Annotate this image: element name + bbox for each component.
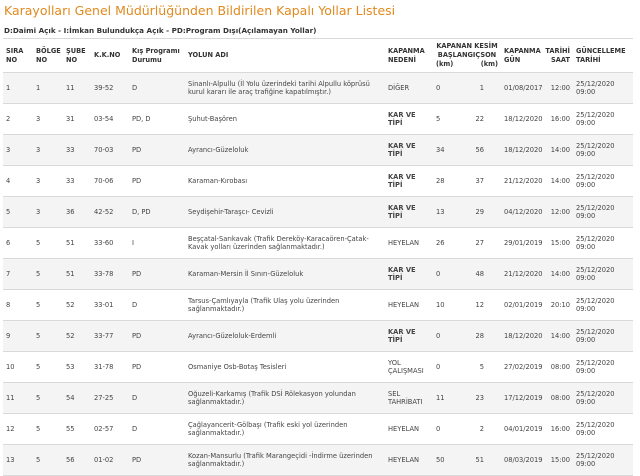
cell-kapanma-tarihi (501, 352, 573, 383)
cell-kapanma-tarihi (501, 290, 573, 321)
cell-yolun-adi: Ayrancı-Güzeloluk (185, 135, 385, 166)
cell-saat: 14:00 (550, 331, 570, 340)
cell-saat: 20:10 (550, 300, 570, 309)
cell-guncelleme: 25/12/2020 09:00 (573, 197, 633, 228)
cell-saat: 15:00 (550, 455, 570, 464)
cell-sube: 53 (63, 352, 91, 383)
cell-kapanma-nedeni: HEYELAN (385, 228, 433, 259)
cell-kis-programi: PD (129, 135, 185, 166)
cell-sira: 11 (3, 383, 33, 414)
cell-yolun-adi: Tarsus-Çamlıyayla (Trafik Ulaş yolu üzerinden sağlanmaktadır.) (185, 290, 385, 321)
header-sube: ŞUBE NO (63, 39, 91, 73)
cell-sube: 33 (63, 166, 91, 197)
cell-bolge: 5 (33, 321, 63, 352)
cell-sira: 6 (3, 228, 33, 259)
header-gun: GÜN (504, 55, 521, 64)
cell-kapanma-nedeni: KAR VE TİPİ (385, 135, 433, 166)
table-row (3, 259, 633, 290)
closed-roads-table (3, 38, 633, 476)
cell-bolge: 3 (33, 166, 63, 197)
cell-guncelleme: 25/12/2020 09:00 (573, 73, 633, 104)
cell-km-end: 48 (475, 269, 484, 278)
cell-kapanma-nedeni: HEYELAN (385, 290, 433, 321)
header-tarih-top-right: TARİHİ (545, 46, 570, 55)
cell-gun: 29/01/2019 (504, 238, 543, 247)
cell-guncelleme: 25/12/2020 09:00 (573, 166, 633, 197)
header-kesim-top: KAPANAN KESİM BAŞLANGIÇSON (436, 42, 498, 59)
cell-saat: 16:00 (550, 114, 570, 123)
cell-saat: 16:00 (550, 424, 570, 433)
cell-kapanan-kesim (433, 166, 501, 197)
cell-sira: 9 (3, 321, 33, 352)
table-row (3, 228, 633, 259)
cell-kapanma-nedeni: KAR VE TİPİ (385, 104, 433, 135)
header-bolge: BÖLGE NO (33, 39, 63, 73)
cell-km-start: 0 (436, 83, 441, 92)
cell-km-end: 29 (475, 207, 484, 216)
cell-guncelleme: 25/12/2020 09:00 (573, 259, 633, 290)
cell-bolge: 3 (33, 197, 63, 228)
cell-bolge: 5 (33, 290, 63, 321)
cell-kapanan-kesim (433, 73, 501, 104)
cell-yolun-adi: Oğuzeli-Karkamış (Trafik DSİ Rölekasyon yolundan sağlanmaktadır.) (185, 383, 385, 414)
cell-gun: 21/12/2020 (504, 269, 543, 278)
cell-gun: 18/12/2020 (504, 145, 543, 154)
cell-kapanma-nedeni: KAR VE TİPİ (385, 321, 433, 352)
cell-sira: 8 (3, 290, 33, 321)
cell-kapanma-tarihi (501, 445, 573, 476)
cell-kkno: 01-02 (91, 445, 129, 476)
cell-kis-programi: PD (129, 259, 185, 290)
cell-sira: 10 (3, 352, 33, 383)
cell-sira: 7 (3, 259, 33, 290)
cell-guncelleme: 25/12/2020 09:00 (573, 445, 633, 476)
cell-kis-programi: D (129, 383, 185, 414)
legend-text: D:Daimi Açık - I:İmkan Bulundukça Açık - PD:Program Dışı(Açılamayan Yollar) (4, 26, 317, 35)
cell-km-end: 28 (475, 331, 484, 340)
cell-kapanma-nedeni: HEYELAN (385, 414, 433, 445)
cell-gun: 01/08/2017 (504, 83, 543, 92)
cell-yolun-adi: Sinanlı-Alpullu (İl Yolu üzerindeki tarihi Alpullu köprüsü kurul kararı ile araç trafiğine kapatılmıştır.) (185, 73, 385, 104)
table-row (3, 290, 633, 321)
cell-kapanan-kesim (433, 197, 501, 228)
cell-bolge: 5 (33, 228, 63, 259)
cell-bolge: 5 (33, 383, 63, 414)
cell-saat: 14:00 (550, 269, 570, 278)
cell-kis-programi: PD, D (129, 104, 185, 135)
cell-kkno: 70-06 (91, 166, 129, 197)
cell-yolun-adi: Osmaniye Osb-Botaş Tesisleri (185, 352, 385, 383)
cell-km-end: 27 (475, 238, 484, 247)
cell-kapanma-nedeni: KAR VE TİPİ (385, 259, 433, 290)
page-title: Karayolları Genel Müdürlüğünden Bildirilen Kapalı Yollar Listesi (4, 3, 396, 18)
table-row (3, 352, 633, 383)
cell-saat: 12:00 (550, 207, 570, 216)
cell-kkno: 27-25 (91, 383, 129, 414)
cell-yolun-adi: Ayrancı-Güzeloluk-Erdemli (185, 321, 385, 352)
cell-km-start: 50 (436, 455, 445, 464)
cell-km-start: 0 (436, 424, 441, 433)
cell-kis-programi: PD (129, 352, 185, 383)
cell-km-end: 23 (475, 393, 484, 402)
cell-saat: 14:00 (550, 176, 570, 185)
cell-bolge: 3 (33, 135, 63, 166)
header-sira: SIRA NO (3, 39, 33, 73)
cell-kapanma-nedeni: HEYELAN (385, 445, 433, 476)
cell-sira: 2 (3, 104, 33, 135)
cell-kis-programi: D (129, 73, 185, 104)
cell-kapanma-tarihi (501, 135, 573, 166)
cell-gun: 04/12/2020 (504, 207, 543, 216)
cell-sira: 5 (3, 197, 33, 228)
cell-yolun-adi: Çağlayancerit-Gölbaşı (Trafik eski yol üzerinden sağlanmaktadır.) (185, 414, 385, 445)
cell-gun: 27/02/2019 (504, 362, 543, 371)
cell-guncelleme: 25/12/2020 09:00 (573, 104, 633, 135)
cell-saat: 08:00 (550, 362, 570, 371)
cell-sube: 51 (63, 259, 91, 290)
cell-kis-programi: D (129, 290, 185, 321)
cell-yolun-adi: Kozan-Mansurlu (Trafik Marangeçidi -İndirme üzerinden sağlanmaktadır.) (185, 445, 385, 476)
cell-kapanan-kesim (433, 383, 501, 414)
cell-guncelleme: 25/12/2020 09:00 (573, 414, 633, 445)
cell-sube: 51 (63, 228, 91, 259)
cell-km-end: 37 (475, 176, 484, 185)
header-kapanan-kesim (433, 39, 501, 73)
table-row (3, 383, 633, 414)
cell-gun: 02/01/2019 (504, 300, 543, 309)
cell-kapanma-nedeni: YOL ÇALIŞMASI (385, 352, 433, 383)
cell-kis-programi: I (129, 228, 185, 259)
table-row (3, 321, 633, 352)
cell-gun: 04/01/2019 (504, 424, 543, 433)
cell-saat: 08:00 (550, 393, 570, 402)
header-kapanma-tarihi (501, 39, 573, 73)
cell-kapanan-kesim (433, 445, 501, 476)
cell-kapanan-kesim (433, 321, 501, 352)
cell-km-start: 10 (436, 300, 445, 309)
header-yolun-adi: YOLUN ADI (185, 39, 385, 73)
cell-kkno: 33-01 (91, 290, 129, 321)
table-body (3, 73, 633, 476)
cell-sira: 4 (3, 166, 33, 197)
cell-yolun-adi: Karaman-Kırobası (185, 166, 385, 197)
cell-kis-programi: PD (129, 445, 185, 476)
cell-km-end: 56 (475, 145, 484, 154)
table-row (3, 104, 633, 135)
cell-kkno: 39-52 (91, 73, 129, 104)
cell-kapanma-tarihi (501, 383, 573, 414)
cell-km-start: 28 (436, 176, 445, 185)
cell-yolun-adi: Seydişehir-Taraşcı- Cevizli (185, 197, 385, 228)
cell-kapanan-kesim (433, 228, 501, 259)
cell-km-end: 1 (479, 83, 484, 92)
cell-saat: 14:00 (550, 145, 570, 154)
table-row (3, 135, 633, 166)
cell-gun: 18/12/2020 (504, 114, 543, 123)
cell-sube: 54 (63, 383, 91, 414)
cell-guncelleme: 25/12/2020 09:00 (573, 135, 633, 166)
cell-sube: 33 (63, 135, 91, 166)
table-row (3, 73, 633, 104)
cell-bolge: 5 (33, 352, 63, 383)
cell-saat: 12:00 (550, 83, 570, 92)
cell-bolge: 5 (33, 445, 63, 476)
cell-guncelleme: 25/12/2020 09:00 (573, 228, 633, 259)
cell-kapanma-nedeni: KAR VE TİPİ (385, 166, 433, 197)
cell-kapanan-kesim (433, 352, 501, 383)
cell-km-start: 26 (436, 238, 445, 247)
cell-kapanma-tarihi (501, 259, 573, 290)
cell-kapanma-tarihi (501, 104, 573, 135)
cell-yolun-adi: Beşçatal-Sarıkavak (Trafik Dereköy-Karacaören-Çatak-Kavak yolları üzerinden sağlanmaktadır.) (185, 228, 385, 259)
cell-sube: 36 (63, 197, 91, 228)
cell-kapanma-nedeni: KAR VE TİPİ (385, 197, 433, 228)
cell-kapanan-kesim (433, 259, 501, 290)
cell-sira: 12 (3, 414, 33, 445)
cell-kkno: 33-77 (91, 321, 129, 352)
header-kkno: K.K.NO (91, 39, 129, 73)
cell-km-start: 0 (436, 331, 441, 340)
header-guncelleme: GÜNCELLEME TARİHİ (573, 39, 633, 73)
cell-km-end: 5 (479, 362, 484, 371)
cell-gun: 08/03/2019 (504, 455, 543, 464)
cell-kapanma-tarihi (501, 197, 573, 228)
cell-kis-programi: D, PD (129, 197, 185, 228)
cell-kis-programi: D (129, 414, 185, 445)
cell-km-start: 34 (436, 145, 445, 154)
cell-kkno: 02-57 (91, 414, 129, 445)
cell-gun: 21/12/2020 (504, 176, 543, 185)
cell-kapanma-tarihi (501, 414, 573, 445)
cell-kapanan-kesim (433, 135, 501, 166)
cell-sira: 13 (3, 445, 33, 476)
cell-gun: 17/12/2019 (504, 393, 543, 402)
cell-km-end: 2 (479, 424, 484, 433)
cell-sube: 55 (63, 414, 91, 445)
cell-kkno: 33-78 (91, 259, 129, 290)
cell-sira: 3 (3, 135, 33, 166)
cell-km-start: 11 (436, 393, 445, 402)
cell-sube: 11 (63, 73, 91, 104)
cell-bolge: 1 (33, 73, 63, 104)
cell-sube: 31 (63, 104, 91, 135)
header-kis-programi: Kış Programı Durumu (129, 39, 185, 73)
cell-km-start: 0 (436, 362, 441, 371)
cell-kapanma-tarihi (501, 321, 573, 352)
header-kesim-km-start: (km) (436, 60, 454, 68)
cell-guncelleme: 25/12/2020 09:00 (573, 352, 633, 383)
cell-guncelleme: 25/12/2020 09:00 (573, 321, 633, 352)
cell-km-start: 5 (436, 114, 441, 123)
cell-yolun-adi: Karaman-Mersin İl Sınırı-Güzeloluk (185, 259, 385, 290)
cell-km-end: 12 (475, 300, 484, 309)
cell-km-start: 0 (436, 269, 441, 278)
cell-bolge: 3 (33, 104, 63, 135)
table-row (3, 445, 633, 476)
header-tarih-top-left: KAPANMA (504, 46, 541, 55)
cell-km-end: 51 (475, 455, 484, 464)
header-kesim-km-end: (km) (480, 60, 498, 68)
cell-km-start: 13 (436, 207, 445, 216)
cell-saat: 15:00 (550, 238, 570, 247)
cell-kapanma-tarihi (501, 228, 573, 259)
cell-guncelleme: 25/12/2020 09:00 (573, 383, 633, 414)
cell-kapanma-tarihi (501, 166, 573, 197)
cell-kkno: 42-52 (91, 197, 129, 228)
cell-guncelleme: 25/12/2020 09:00 (573, 290, 633, 321)
header-kapanma-nedeni: KAPANMA NEDENİ (385, 39, 433, 73)
cell-sube: 52 (63, 290, 91, 321)
cell-bolge: 5 (33, 414, 63, 445)
table-row (3, 414, 633, 445)
cell-km-end: 22 (475, 114, 484, 123)
cell-sube: 52 (63, 321, 91, 352)
cell-kapanan-kesim (433, 290, 501, 321)
cell-gun: 18/12/2020 (504, 331, 543, 340)
cell-kkno: 31-78 (91, 352, 129, 383)
table-row (3, 197, 633, 228)
cell-kkno: 33-60 (91, 228, 129, 259)
cell-kapanan-kesim (433, 104, 501, 135)
table-row (3, 166, 633, 197)
cell-kis-programi: PD (129, 321, 185, 352)
cell-kapanma-nedeni: DİĞER (385, 73, 433, 104)
cell-kis-programi: PD (129, 166, 185, 197)
cell-bolge: 5 (33, 259, 63, 290)
cell-kkno: 03-54 (91, 104, 129, 135)
cell-sube: 56 (63, 445, 91, 476)
cell-kkno: 70-03 (91, 135, 129, 166)
cell-kapanma-tarihi (501, 73, 573, 104)
cell-sira: 1 (3, 73, 33, 104)
table-header-row (3, 39, 633, 73)
cell-kapanan-kesim (433, 414, 501, 445)
cell-kapanma-nedeni: SEL TAHRİBATI (385, 383, 433, 414)
header-saat: SAAT (551, 55, 570, 64)
cell-yolun-adi: Şuhut-Başören (185, 104, 385, 135)
